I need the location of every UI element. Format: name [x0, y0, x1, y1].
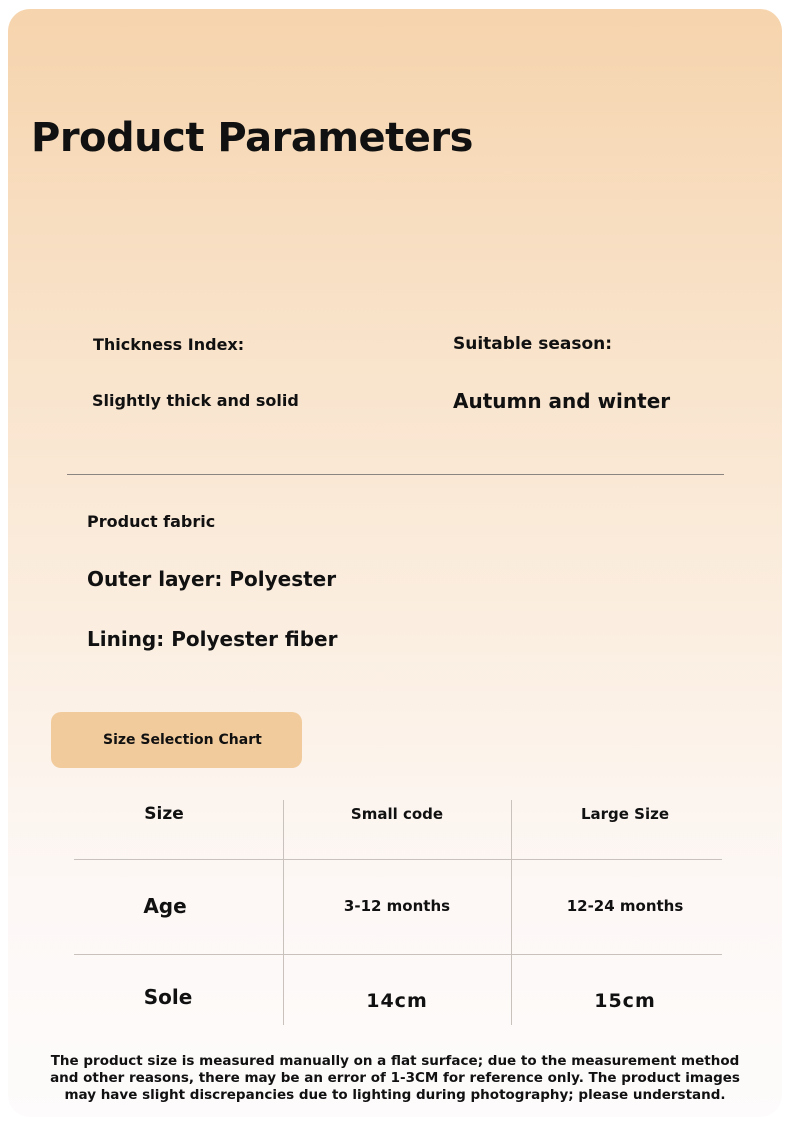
table-row-age-label: Age	[143, 894, 187, 918]
table-row-divider	[74, 954, 722, 955]
fabric-outer: Outer layer: Polyester	[87, 567, 337, 591]
table-header-large: Large Size	[580, 805, 670, 823]
table-header-size: Size	[144, 804, 184, 824]
section-divider	[67, 474, 724, 475]
fabric-lining: Lining: Polyester fiber	[87, 627, 338, 651]
table-row-age-small: 3-12 months	[343, 897, 451, 915]
table-row-age-large: 12-24 months	[566, 897, 684, 915]
table-row-sole-small: 14cm	[366, 990, 428, 1012]
table-row-sole-label: Sole	[143, 985, 193, 1009]
table-header-small: Small code	[350, 805, 444, 823]
thickness-label: Thickness Index:	[93, 335, 245, 354]
disclaimer-note: The product size is measured manually on a flat surface; due to the measurement method and other reasons, there may be an error of 1-3CM for reference only. The product images may have slight discrepancies due to lighting during photography; please understand.	[50, 1053, 740, 1103]
thickness-value: Slightly thick and solid	[92, 391, 299, 410]
season-label: Suitable season:	[453, 334, 613, 354]
page-title: Product Parameters	[31, 115, 473, 161]
size-chart-button[interactable]: Size Selection Chart	[51, 712, 302, 768]
table-row-sole-large: 15cm	[594, 990, 656, 1012]
season-value: Autumn and winter	[453, 389, 671, 413]
table-row-divider	[74, 859, 722, 860]
fabric-label: Product fabric	[87, 512, 216, 531]
product-card	[8, 9, 782, 1117]
